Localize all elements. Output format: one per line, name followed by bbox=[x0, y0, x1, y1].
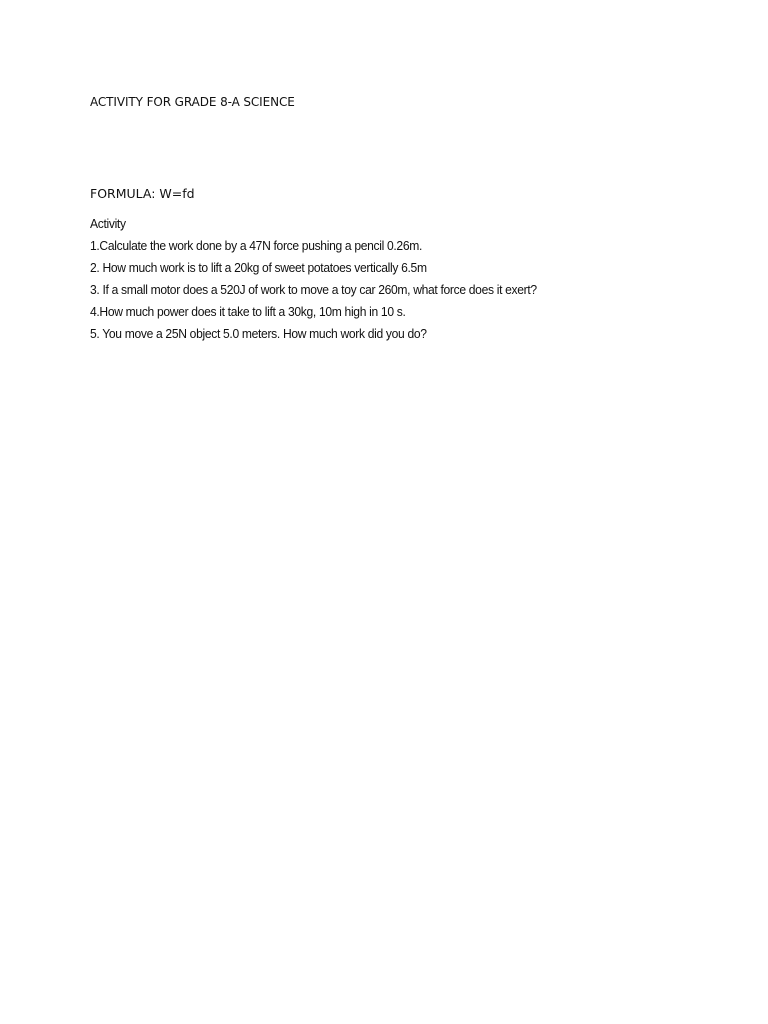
activity-heading: Activity bbox=[90, 216, 126, 231]
question-5: 5. You move a 25N object 5.0 meters. How much work did you do? bbox=[90, 326, 427, 341]
activity-section bbox=[90, 213, 537, 345]
question-3: 3. If a small motor does a 520J of work to move a toy car 260m, what force does it exert? bbox=[90, 282, 537, 297]
formula-line: FORMULA: W=fd bbox=[90, 186, 195, 201]
question-1: 1.Calculate the work done by a 47N force pushing a pencil 0.26m. bbox=[90, 238, 423, 253]
question-2: 2. How much work is to lift a 20kg of sweet potatoes vertically 6.5m bbox=[90, 260, 427, 275]
document-title: ACTIVITY FOR GRADE 8-A SCIENCE bbox=[90, 95, 295, 109]
question-4: 4.How much power does it take to lift a 30kg, 10m high in 10 s. bbox=[90, 304, 406, 319]
